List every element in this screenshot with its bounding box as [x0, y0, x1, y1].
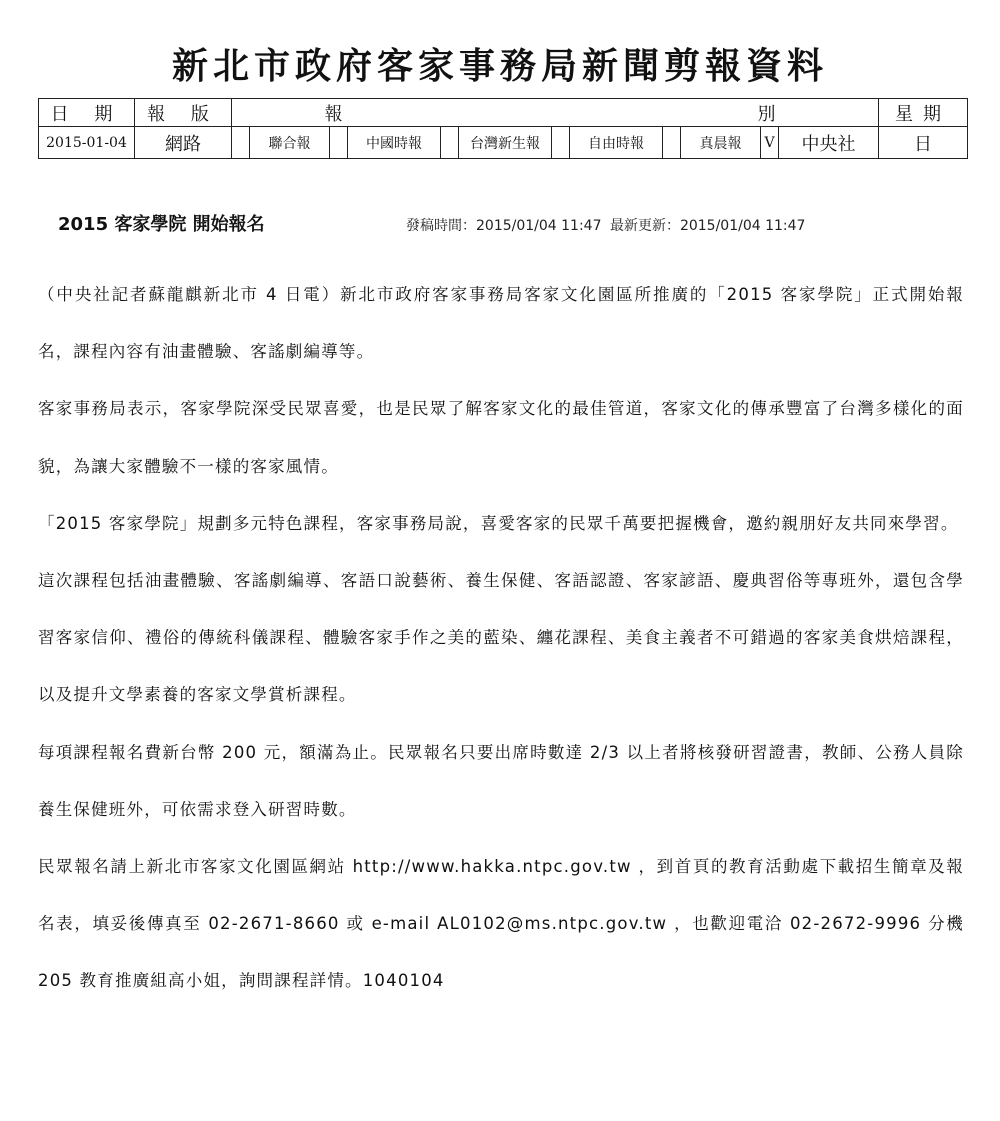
- edition-value: 網路: [135, 127, 232, 159]
- paper-type-label: 報 別: [232, 99, 879, 127]
- paper-check-box: [232, 127, 250, 159]
- document-title: 新北市政府客家事務局新聞剪報資料: [171, 45, 828, 87]
- article-paragraph: 每項課程報名費新台幣 200 元，額滿為止。民眾報名只要出席時數達 2/3 以上者將核發研習證書，教師、公務人員除養生保健班外，可依需求登入研習時數。: [38, 742, 964, 819]
- article-paragraph: 民眾報名請上新北市客家文化園區網站 http://www.hakka.ntpc.gov.tw ，到首頁的教育活動處下載招生簡章及報名表，填妥後傳真至 02-2671-8660 或 e-mail AL0102@ms.ntpc.gov.tw ，也歡迎電洽 02-2672-9996 分機 205 教育推廣組高小姐，詢問課程詳情。1040104: [38, 857, 964, 991]
- article-paragraph: 這次課程包括油畫體驗、客謠劇編導、客語口說藝術、養生保健、客語認證、客家諺語、慶典習俗等專班外，還包含學習客家信仰、禮俗的傳統科儀課程、體驗客家手作之美的藍染、纏花課程、美食主義者不可錯過的客家美食烘焙課程，以及提升文學素養的客家文學賞析課程。: [38, 571, 964, 705]
- paper-name: 聯合報: [250, 127, 330, 159]
- header-values-row: [39, 127, 968, 159]
- paper-check-box: [663, 127, 681, 159]
- updated-time-label: 最新更新：: [609, 218, 680, 234]
- article-body: [38, 266, 964, 1010]
- paper-check-box: [330, 127, 348, 159]
- date-value: 2015-01-04: [39, 127, 135, 159]
- clipping-info-table: [38, 98, 968, 159]
- paper-check-mark: V: [761, 127, 779, 159]
- article-timestamps: [406, 215, 805, 235]
- article-paragraph: 「2015 客家學院」規劃多元特色課程，客家事務局說，喜愛客家的民眾千萬要把握機會，邀約親朋好友共同來學習。: [38, 513, 959, 533]
- paper-name: 中央社: [779, 127, 879, 159]
- posted-time-label: 發稿時間：: [406, 218, 476, 234]
- article-paragraph: （中央社記者蘇龍麒新北市 4 日電）新北市政府客家事務局客家文化園區所推廣的「2015 客家學院」正式開始報名，課程內容有油畫體驗、客謠劇編導等。: [38, 285, 964, 362]
- date-label: 日 期: [39, 99, 135, 127]
- paper-check-box: [552, 127, 570, 159]
- article-paragraph: 客家事務局表示，客家學院深受民眾喜愛，也是民眾了解客家文化的最佳管道，客家文化的傳承豐富了台灣多樣化的面貌，為讓大家體驗不一樣的客家風情。: [38, 399, 964, 476]
- header-labels-row: [39, 99, 968, 127]
- weekday-value: 日: [879, 127, 968, 159]
- paper-name: 自由時報: [570, 127, 663, 159]
- updated-time: 2015/01/04 11:47: [679, 218, 806, 234]
- paper-name: 台灣新生報: [459, 127, 552, 159]
- paper-name: 真晨報: [681, 127, 761, 159]
- article-title: 2015 客家學院 開始報名: [58, 214, 265, 235]
- posted-time: 2015/01/04 11:47: [476, 218, 602, 234]
- paper-check-box: [441, 127, 459, 159]
- weekday-label: 星期: [879, 99, 968, 127]
- edition-label: 報 版: [135, 99, 232, 127]
- paper-name: 中國時報: [348, 127, 441, 159]
